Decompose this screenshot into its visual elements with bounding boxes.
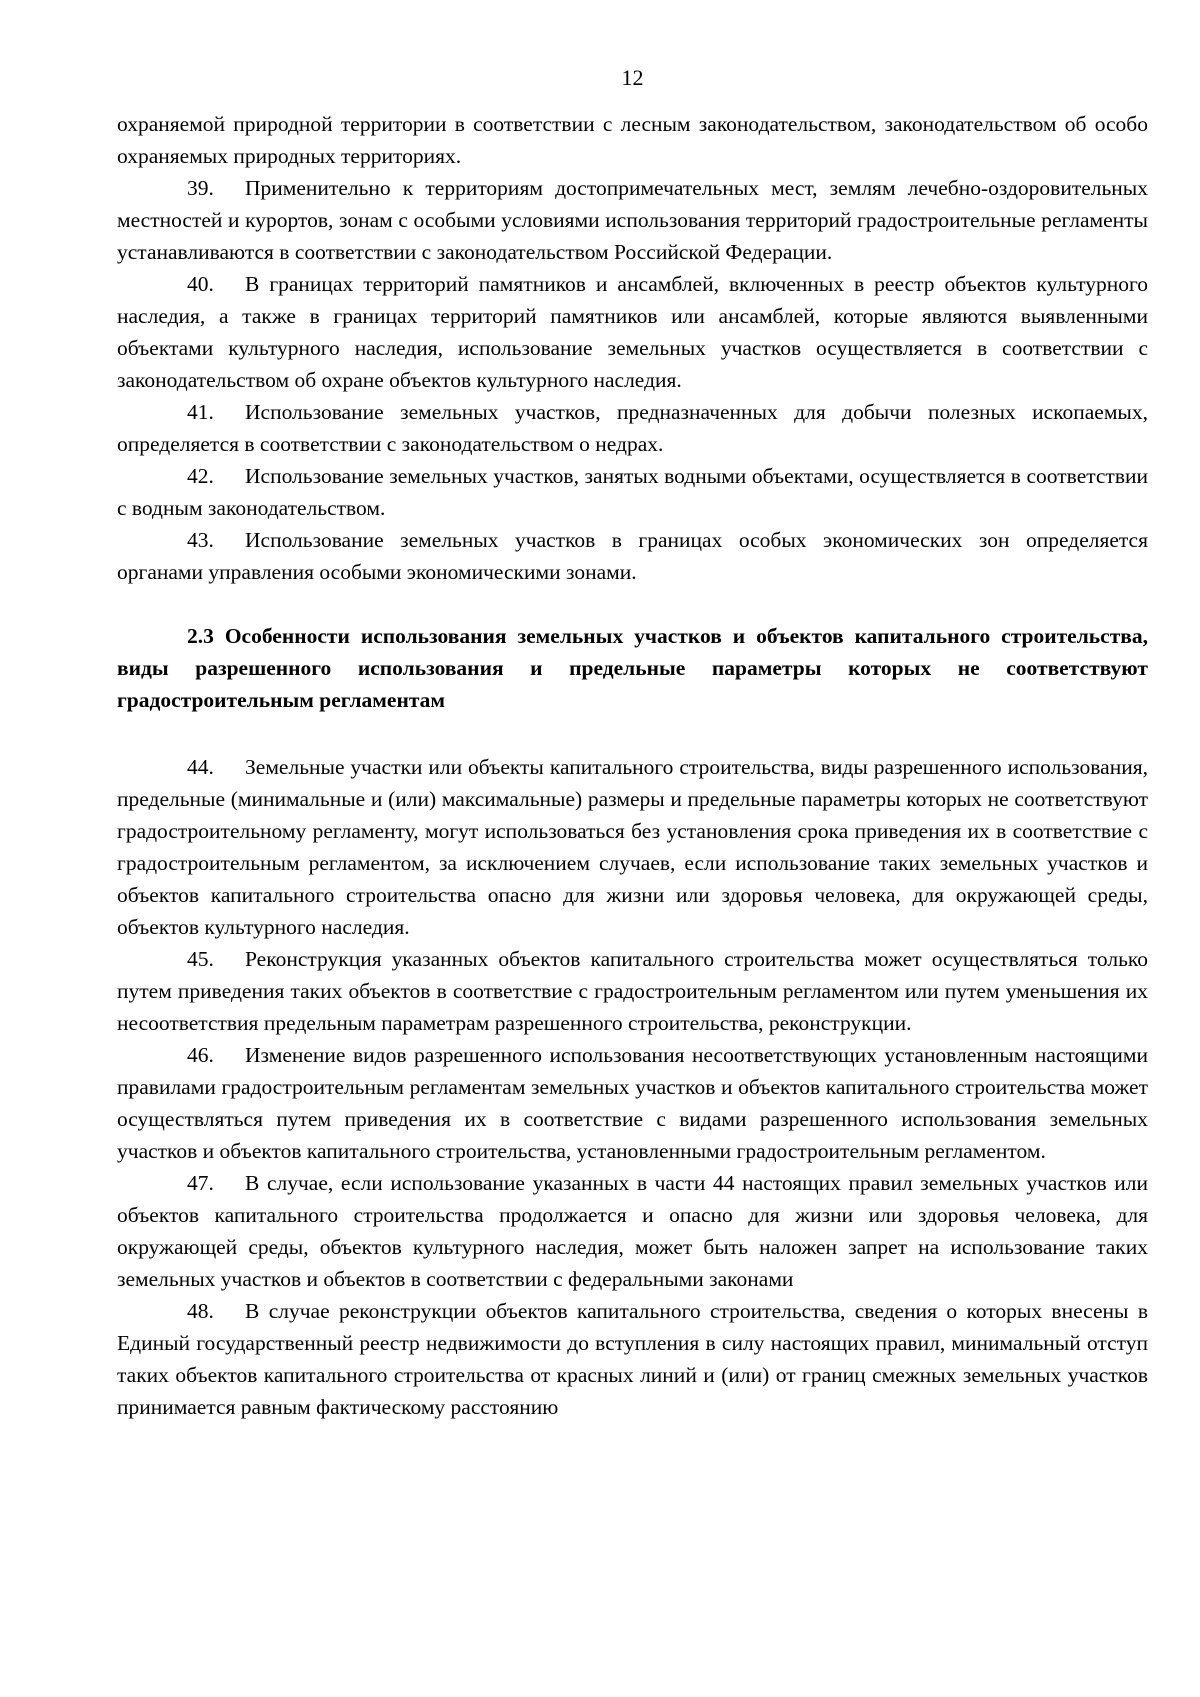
paragraph-number: 48. <box>187 1299 214 1323</box>
paragraph-45 <box>117 943 1148 1039</box>
paragraph-text: Изменение видов разрешенного использования несоответствующих установленным настоящими правилами градостроительным регламентам земельных участков и объектов капитального строительства может осуществляться путем приведения их в соответствие с видами разрешенного использования земельных участков и объектов капитального строительства, установленными градостроительным регламентом. <box>117 1043 1148 1163</box>
document-page <box>117 66 1148 1423</box>
paragraph-text: Использование земельных участков в границах особых экономических зон определяется органами управления особыми экономическими зонами. <box>117 528 1148 584</box>
paragraph-text: В случае, если использование указанных в части 44 настоящих правил земельных участков или объектов капитального строительства продолжается и опасно для жизни или здоровья человека, для окружающей среды, объектов культурного наследия, может быть наложен запрет на использование таких земельных участков и объектов в соответствии с федеральными законами <box>117 1171 1148 1291</box>
paragraph-42 <box>117 460 1148 524</box>
paragraph-text: Использование земельных участков, занятых водными объектами, осуществляется в соответствии с водным законодательством. <box>117 464 1148 520</box>
paragraph-number: 41. <box>187 400 214 424</box>
paragraph-number: 39. <box>187 176 214 200</box>
paragraph-44 <box>117 751 1148 943</box>
paragraph-text: Применительно к территориям достопримечательных мест, землям лечебно-оздоровительных местностей и курортов, зонам с особыми условиями использования территорий градостроительные регламенты устанавливаются в соответствии с законодательством Российской Федерации. <box>117 176 1148 264</box>
paragraph-48 <box>117 1295 1148 1423</box>
paragraph-41 <box>117 396 1148 460</box>
paragraph-39 <box>117 172 1148 268</box>
paragraph-text: В границах территорий памятников и ансамблей, включенных в реестр объектов культурного наследия, а также в границах территорий памятников или ансамблей, которые являются выявленными объектами культурного наследия, использование земельных участков осуществляется в соответствии с законодательством об охране объектов культурного наследия. <box>117 272 1148 392</box>
paragraph-text: Использование земельных участков, предназначенных для добычи полезных ископаемых, определяется в соответствии с законодательством о недрах. <box>117 400 1148 456</box>
paragraph-text: В случае реконструкции объектов капитального строительства, сведения о которых внесены в Единый государственный реестр недвижимости до вступления в силу настоящих правил, минимальный отступ таких объектов капитального строительства от красных линий и (или) от границ смежных земельных участков принимается равным фактическому расстоянию <box>117 1299 1148 1419</box>
paragraph-number: 42. <box>187 464 214 488</box>
paragraph-46 <box>117 1039 1148 1167</box>
paragraph-text: Земельные участки или объекты капитального строительства, виды разрешенного использования, предельные (минимальные и (или) максимальные) размеры и предельные параметры которых не соответствуют градостроительному регламенту, могут использоваться без установления срока приведения их в соответствие с градостроительным регламентом, за исключением случаев, если использование таких земельных участков и объектов капитального строительства опасно для жизни или здоровья человека, для окружающей среды, объектов культурного наследия. <box>117 755 1148 939</box>
paragraph-number: 44. <box>187 755 214 779</box>
paragraph-number: 43. <box>187 528 214 552</box>
paragraph-47 <box>117 1167 1148 1295</box>
paragraph-number: 45. <box>187 947 214 971</box>
paragraph-number: 46. <box>187 1043 214 1067</box>
page-number: 12 <box>621 65 644 90</box>
paragraph-continuation: охраняемой природной территории в соответствии с лесным законодательством, законодательством об особо охраняемых природных территориях. <box>117 112 1148 168</box>
section-heading: 2.3 Особенности использования земельных участков и объектов капитального строительства, виды разрешенного использования и предельные параметры которых не соответствуют градостроительным регламентам <box>117 624 1148 712</box>
paragraph-number: 47. <box>187 1171 214 1195</box>
paragraph-40 <box>117 268 1148 396</box>
paragraph-text: Реконструкция указанных объектов капитального строительства может осуществляться только путем приведения таких объектов в соответствие с градостроительным регламентом или путем уменьшения их несоответствия предельным параметрам разрешенного строительства, реконструкции. <box>117 947 1148 1035</box>
paragraph-number: 40. <box>187 272 214 296</box>
paragraph-43 <box>117 524 1148 588</box>
paragraphs-before-heading <box>117 172 1148 588</box>
paragraphs-after-heading <box>117 751 1148 1423</box>
